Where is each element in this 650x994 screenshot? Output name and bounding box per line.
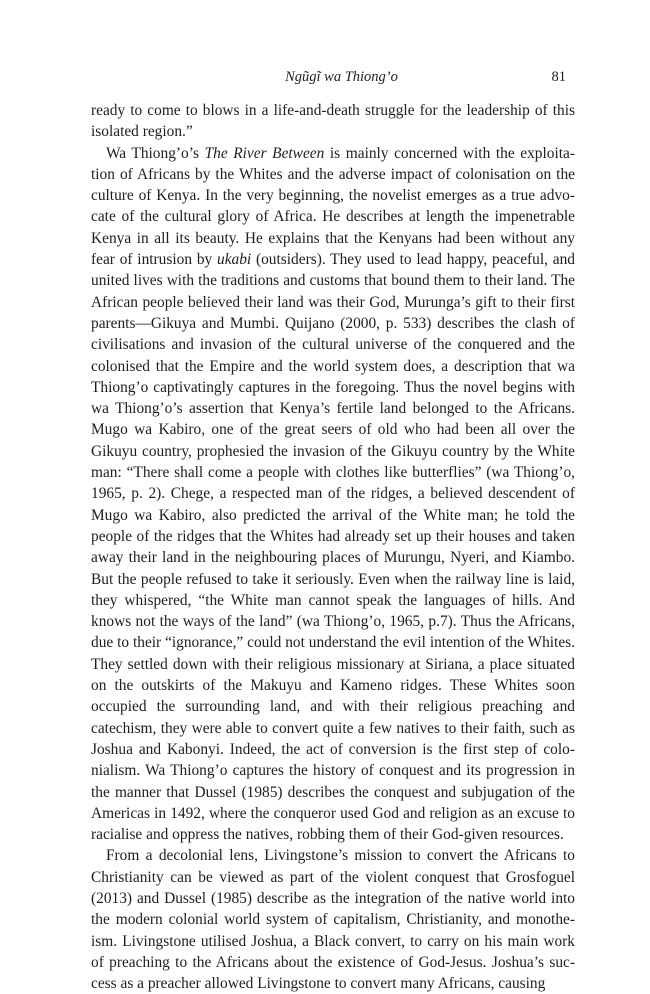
text-run: (outsiders). They used to lead happy, peaceful, and united lives with the traditions and customs that bound them to their land. The African people believed their land was their God, Murunga’s gift to their first parents—Gikuya and Mumbi. Quijano (2000, p. 533) describes the clash of civilisations and invasion of the cultural universe of the conquered and the colonised that the Empire and the world system does, a description that wa Thiong’o captivatingly captures in the foregoing. Thus the novel begins with wa Thiong’o’s assertion that Kenya’s fertile land belonged to the Africans. Mugo wa Kabiro, one of the great seers of old who had been all over the Gikuyu country, prophesied the invasion of the Gikuyu country by the White man: “There shall come a people with clothes like butterflies” (wa Thiong’o, 1965, p. 2). Chege, a respected man of the ridges, a believed descendent of Mugo wa Kabiro, also predicted the arrival of the White man; he told the people of the ridges that the Whites had already set up their houses and taken away their land in the neighbouring places of Murungu, Nyeri, and Kiambo. But the people refused to take it seriously. Even when the railway line is laid, they whispered, “the White man cannot speak the languages of hills. And knows not the ways of the land” (wa Thiong’o, 1965, p.7). Thus the Africans, due to their “ignorance,” could not understand the evil intention of the Whites. They settled down with their religious missionary at Siriana, a place situated on the outskirts of the Makuyu and Kameno ridges. These Whites soon occupied the surrounding land, and with their religious preaching and catechism, they were able to convert quite a few natives to their faith, such as Joshua and Kabonyi. Indeed, the act of conversion is the first step of colonialism. Wa Thiong’o captures the history of conquest and its progression in the manner that Dussel (1985) describes the conquest and subjugation of the Americas in 1492, where the conqueror used God and religion as an excuse to racialise and oppress the natives, robbing them of their God-given resources. [91,251,575,844]
text-run: From a decolonial lens, Livingstone’s mission to convert the Africans to Christianity can be viewed as part of the violent conquest that Grosfoguel (2013) and Dussel (1985) describe as the integration of the native world into the modern colonial world system of capitalism, Christianity, and monotheism. Livingstone utilised Joshua, a Black convert, to carry on his main work of preaching to the Africans about the existence of God-Jesus. Joshua’s success as a preacher allowed Livingstone to convert many Africans, causing [91,847,575,993]
paragraph [91,845,575,994]
body-text [91,100,575,994]
page-number: 81 [551,69,566,85]
text-run: Wa Thiong’o’s [106,144,205,162]
book-title-italic: The River Between [204,144,325,162]
running-header [91,69,566,86]
paragraph [91,143,575,846]
text-run: is mainly concerned with the exploitation of Africans by the Whites and the adverse impact of colonisation on the culture of Kenya. In the very beginning, the novelist emerges as a true advocate of the cultural glory of Africa. He describes at length the impenetrable Kenya in all its beauty. He explains that the Kenyans had been without any fear of intrusion by [91,144,575,269]
paragraph [91,100,575,143]
italic-term: ukabi [217,251,252,269]
running-title: Ngũgĩ wa Thiong’o [285,69,398,85]
text-run: ready to come to blows in a life-and-death struggle for the leadership of this isolated region.” [91,102,575,141]
